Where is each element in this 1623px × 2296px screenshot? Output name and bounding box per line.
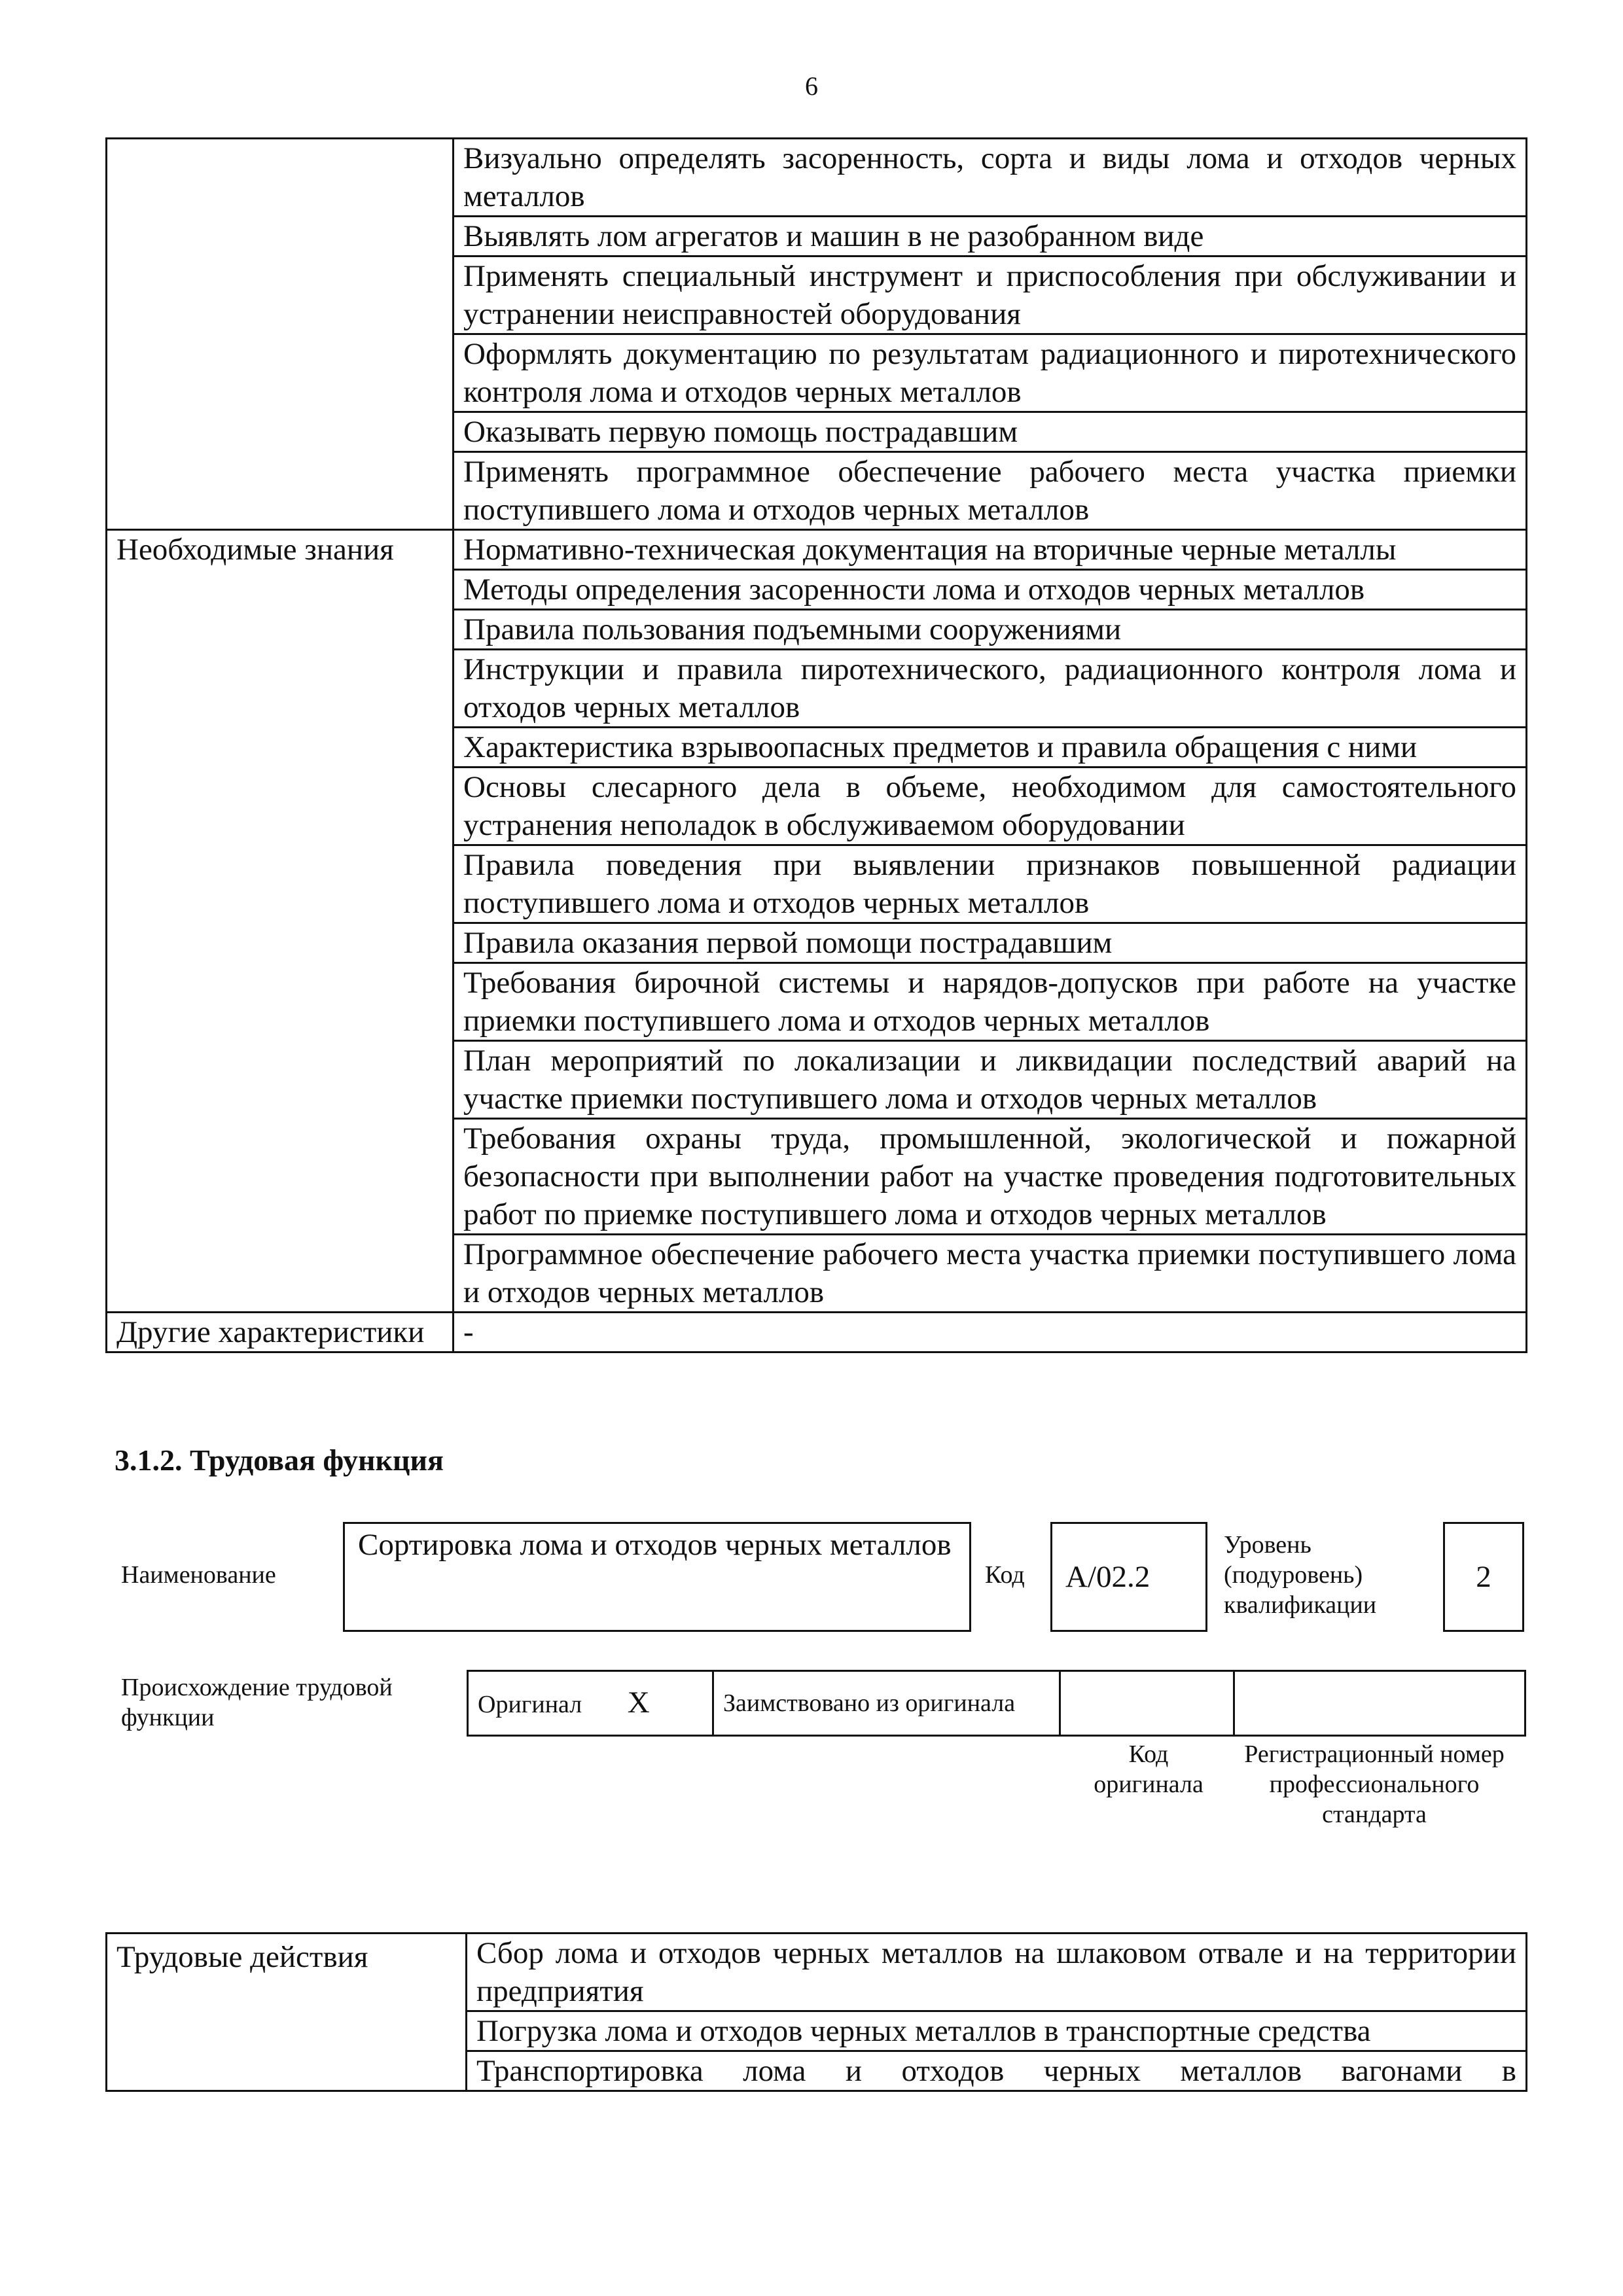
skill-item: Оформлять документацию по результатам радиационного и пиротехнического контроля лома и отходов черных металлов	[454, 334, 1527, 412]
skills-label-cell	[107, 139, 454, 530]
page-number: 6	[805, 71, 818, 101]
labor-action-item: Транспортировка лома и отходов черных металлов вагонами в	[467, 2051, 1527, 2091]
skill-item: Выявлять лом агрегатов и машин в не разобранном виде	[454, 217, 1527, 256]
knowledge-item: Методы определения засоренности лома и отходов черных металлов	[454, 570, 1527, 610]
name-value: Сортировка лома и отходов черных металлов	[358, 1528, 952, 1562]
other-characteristics-value: -	[454, 1313, 1527, 1352]
name-value-box	[343, 1522, 971, 1632]
level-value-box	[1443, 1522, 1524, 1632]
knowledge-item: Требования охраны труда, промышленной, экологической и пожарной безопасности при выполнении работ на участке проведения подготовительных работ по приемке поступившего лома и отходов черных металлов	[454, 1119, 1527, 1235]
skill-item: Применять программное обеспечение рабочего места участка приемки поступившего лома и отходов черных металлов	[454, 452, 1527, 530]
knowledge-item: Программное обеспечение рабочего места участка приемки поступившего лома и отходов черных металлов	[454, 1235, 1527, 1313]
skills-knowledge-table	[105, 137, 1527, 1353]
origin-table	[467, 1670, 1526, 1737]
labor-actions-table	[105, 1932, 1527, 2092]
level-label: Уровень (подуровень) квалификации	[1224, 1531, 1377, 1619]
skill-item: Визуально определять засоренность, сорта и виды лома и отходов черных металлов	[454, 139, 1527, 217]
borrowed-label: Заимствовано из оригинала	[713, 1671, 1060, 1736]
knowledge-item: Правила поведения при выявлении признаков повышенной радиации поступившего лома и отходов черных металлов	[454, 845, 1527, 923]
knowledge-item: Основы слесарного дела в объеме, необходимом для самостоятельного устранения неполадок в обслуживаемом оборудовании	[454, 768, 1527, 845]
code-original-cell	[1060, 1671, 1234, 1736]
code-original-label: Код оригинала	[1094, 1740, 1204, 1798]
labor-actions-label: Трудовые действия	[107, 1934, 467, 2091]
knowledge-item: Нормативно-техническая документация на вторичные черные металлы	[454, 530, 1527, 570]
reg-number-cell	[1234, 1671, 1525, 1736]
level-value: 2	[1476, 1560, 1491, 1594]
knowledge-item: План мероприятий по локализации и ликвидации последствий аварий на участке приемки поступившего лома и отходов черных металлов	[454, 1041, 1527, 1119]
original-mark: X	[627, 1685, 650, 1720]
original-cell	[468, 1671, 713, 1736]
skill-item: Оказывать первую помощь пострадавшим	[454, 412, 1527, 452]
section-heading: 3.1.2. Трудовая функция	[115, 1443, 444, 1477]
code-value-box	[1050, 1522, 1207, 1632]
origin-label: Происхождение трудовой функции	[121, 1674, 393, 1731]
labor-action-item: Погрузка лома и отходов черных металлов в транспортные средства	[467, 2011, 1527, 2051]
knowledge-item: Инструкции и правила пиротехнического, радиационного контроля лома и отходов черных металлов	[454, 650, 1527, 728]
knowledge-label: Необходимые знания	[107, 530, 454, 1313]
original-label: Оригинал	[478, 1690, 582, 1718]
name-label: Наименование	[121, 1561, 276, 1589]
reg-number-label: Регистрационный номер профессионального стандарта	[1244, 1740, 1505, 1828]
code-label: Код	[985, 1561, 1025, 1589]
knowledge-item: Требования бирочной системы и нарядов-допусков при работе на участке приемки поступившего лома и отходов черных металлов	[454, 963, 1527, 1041]
knowledge-item: Правила оказания первой помощи пострадавшим	[454, 923, 1527, 963]
code-value: А/02.2	[1065, 1560, 1150, 1594]
labor-action-item: Сбор лома и отходов черных металлов на шлаковом отвале и на территории предприятия	[467, 1934, 1527, 2011]
knowledge-item: Правила пользования подъемными сооружениями	[454, 610, 1527, 650]
other-characteristics-label: Другие характеристики	[107, 1313, 454, 1352]
skill-item: Применять специальный инструмент и приспособления при обслуживании и устранении неисправностей оборудования	[454, 256, 1527, 334]
knowledge-item: Характеристика взрывоопасных предметов и правила обращения с ними	[454, 728, 1527, 768]
